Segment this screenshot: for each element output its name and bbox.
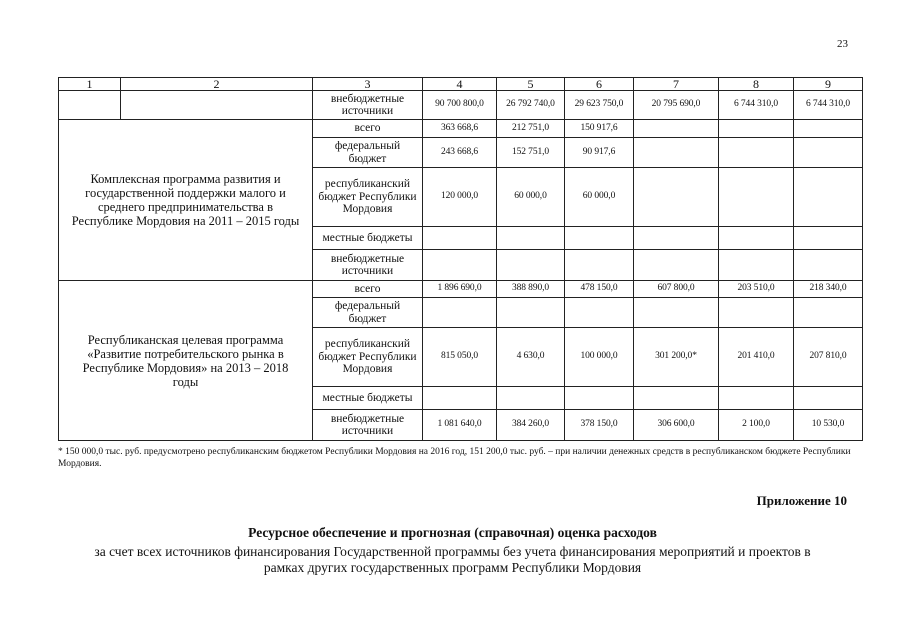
value-cell: 6 744 310,0 bbox=[794, 91, 863, 120]
value-cell bbox=[497, 298, 565, 328]
funding-source-cell: местные бюджеты bbox=[313, 387, 423, 410]
value-cell: 243 668,6 bbox=[423, 138, 497, 168]
funding-source-cell: внебюджетные источники bbox=[313, 410, 423, 441]
value-cell bbox=[719, 120, 794, 138]
value-cell: 478 150,0 bbox=[565, 281, 634, 298]
value-cell bbox=[719, 138, 794, 168]
value-cell: 384 260,0 bbox=[497, 410, 565, 441]
value-cell: 378 150,0 bbox=[565, 410, 634, 441]
program-name-cell: Комплексная программа развития и государственной поддержки малого и среднего предпринимательства в Республике Мордовия на 2011 – 2015 годы bbox=[59, 120, 313, 281]
value-cell: 301 200,0* bbox=[634, 328, 719, 387]
value-cell bbox=[423, 227, 497, 250]
value-cell: 60 000,0 bbox=[565, 168, 634, 227]
footnote: * 150 000,0 тыс. руб. предусмотрено республиканским бюджетом Республики Мордовия на 2016 год, 151 200,0 тыс. руб. – при наличии денежных средств в республиканском бюджете Республики Мордовия. bbox=[58, 447, 851, 469]
value-cell: 607 800,0 bbox=[634, 281, 719, 298]
table-row bbox=[59, 91, 863, 120]
value-cell bbox=[497, 227, 565, 250]
funding-source-cell: внебюджетные источники bbox=[313, 91, 423, 120]
value-cell bbox=[634, 227, 719, 250]
value-cell bbox=[423, 298, 497, 328]
value-cell bbox=[565, 227, 634, 250]
value-cell bbox=[423, 250, 497, 281]
value-cell: 218 340,0 bbox=[794, 281, 863, 298]
funding-source-cell: всего bbox=[313, 120, 423, 138]
value-cell: 6 744 310,0 bbox=[719, 91, 794, 120]
column-number-cell: 5 bbox=[497, 78, 565, 91]
value-cell: 815 050,0 bbox=[423, 328, 497, 387]
column-number-cell: 4 bbox=[423, 78, 497, 91]
value-cell: 150 917,6 bbox=[565, 120, 634, 138]
column-number-cell: 7 bbox=[634, 78, 719, 91]
value-cell bbox=[497, 250, 565, 281]
value-cell bbox=[423, 387, 497, 410]
value-cell bbox=[794, 387, 863, 410]
value-cell: 152 751,0 bbox=[497, 138, 565, 168]
funding-source-cell: местные бюджеты bbox=[313, 227, 423, 250]
page-number: 23 bbox=[837, 38, 848, 50]
value-cell bbox=[794, 227, 863, 250]
value-cell bbox=[634, 138, 719, 168]
value-cell: 4 630,0 bbox=[497, 328, 565, 387]
column-number-cell: 1 bbox=[59, 78, 121, 91]
funding-source-cell: республиканский бюджет Республики Мордовия bbox=[313, 328, 423, 387]
column-number-cell: 6 bbox=[565, 78, 634, 91]
funding-source-cell: внебюджетные источники bbox=[313, 250, 423, 281]
table-row bbox=[59, 120, 863, 138]
value-cell: 1 081 640,0 bbox=[423, 410, 497, 441]
column-number-cell: 8 bbox=[719, 78, 794, 91]
value-cell bbox=[634, 387, 719, 410]
value-cell bbox=[497, 387, 565, 410]
value-cell bbox=[565, 387, 634, 410]
value-cell: 306 600,0 bbox=[634, 410, 719, 441]
budget-table bbox=[58, 77, 863, 441]
value-cell bbox=[794, 168, 863, 227]
funding-source-cell: федеральный бюджет bbox=[313, 138, 423, 168]
value-cell: 90 917,6 bbox=[565, 138, 634, 168]
value-cell bbox=[634, 250, 719, 281]
value-cell bbox=[565, 250, 634, 281]
empty-cell bbox=[121, 91, 313, 120]
value-cell bbox=[634, 120, 719, 138]
value-cell bbox=[794, 138, 863, 168]
value-cell bbox=[719, 298, 794, 328]
program-name-cell: Республиканская целевая программа «Развитие потребительского рынка в Республике Мордовия» на 2013 – 2018 годы bbox=[59, 281, 313, 441]
value-cell: 2 100,0 bbox=[719, 410, 794, 441]
value-cell bbox=[634, 168, 719, 227]
value-cell: 1 896 690,0 bbox=[423, 281, 497, 298]
value-cell bbox=[794, 298, 863, 328]
value-cell: 363 668,6 bbox=[423, 120, 497, 138]
value-cell bbox=[794, 250, 863, 281]
value-cell: 20 795 690,0 bbox=[634, 91, 719, 120]
value-cell: 29 623 750,0 bbox=[565, 91, 634, 120]
value-cell bbox=[719, 387, 794, 410]
column-number-cell: 9 bbox=[794, 78, 863, 91]
empty-cell bbox=[59, 91, 121, 120]
column-number-cell: 2 bbox=[121, 78, 313, 91]
value-cell: 10 530,0 bbox=[794, 410, 863, 441]
section-subtitle: за счет всех источников финансирования Государственной программы без учета финансирования мероприятий и проектов в рамках других государственных программ Республики Мордовия bbox=[94, 544, 811, 575]
value-cell: 60 000,0 bbox=[497, 168, 565, 227]
value-cell bbox=[565, 298, 634, 328]
value-cell bbox=[719, 168, 794, 227]
value-cell: 201 410,0 bbox=[719, 328, 794, 387]
funding-source-cell: федеральный бюджет bbox=[313, 298, 423, 328]
value-cell: 26 792 740,0 bbox=[497, 91, 565, 120]
value-cell bbox=[794, 120, 863, 138]
value-cell: 90 700 800,0 bbox=[423, 91, 497, 120]
value-cell: 100 000,0 bbox=[565, 328, 634, 387]
section-title: Ресурсное обеспечение и прогнозная (справочная) оценка расходов bbox=[248, 525, 657, 540]
value-cell: 207 810,0 bbox=[794, 328, 863, 387]
value-cell: 203 510,0 bbox=[719, 281, 794, 298]
value-cell: 212 751,0 bbox=[497, 120, 565, 138]
value-cell bbox=[634, 298, 719, 328]
table-body bbox=[59, 78, 863, 441]
table-header-row bbox=[59, 78, 863, 91]
appendix-label: Приложение 10 bbox=[756, 493, 847, 508]
table-row bbox=[59, 281, 863, 298]
funding-source-cell: всего bbox=[313, 281, 423, 298]
value-cell: 120 000,0 bbox=[423, 168, 497, 227]
value-cell: 388 890,0 bbox=[497, 281, 565, 298]
funding-source-cell: республиканский бюджет Республики Мордовия bbox=[313, 168, 423, 227]
value-cell bbox=[719, 227, 794, 250]
value-cell bbox=[719, 250, 794, 281]
column-number-cell: 3 bbox=[313, 78, 423, 91]
